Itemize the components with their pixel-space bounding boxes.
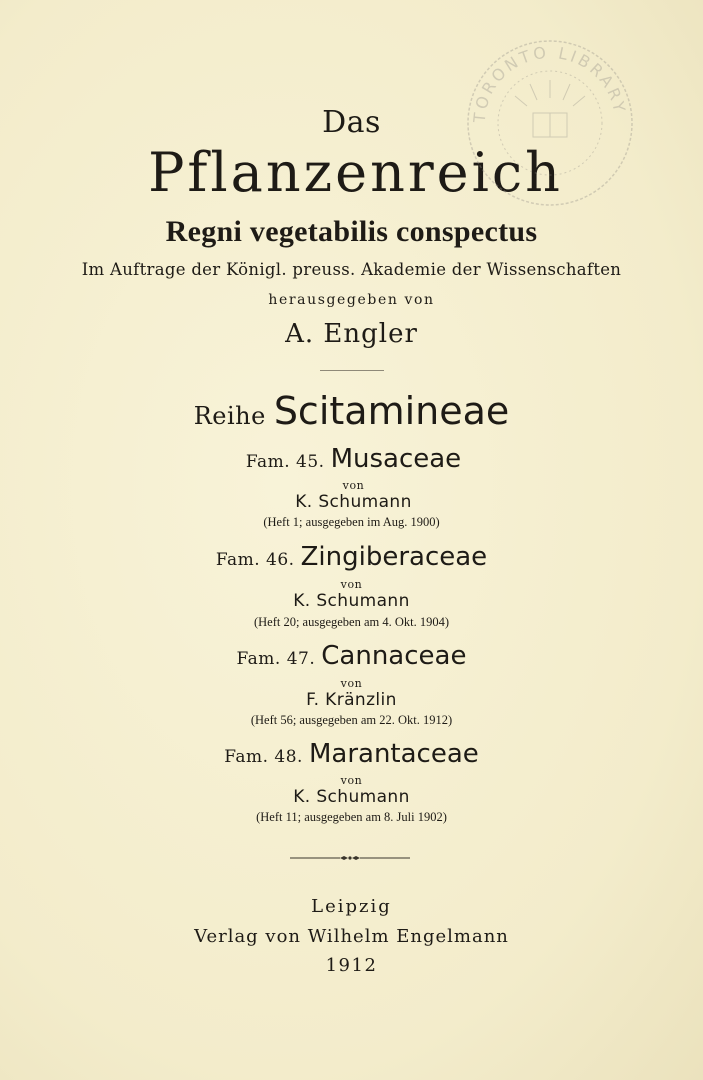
family-number: Fam. 46. <box>215 550 295 570</box>
family-author: K. Schumann <box>293 591 410 611</box>
series-name: Scitamineae <box>273 389 510 433</box>
family-name: Cannaceae <box>321 641 467 671</box>
family-heft: (Heft 56; ausgegeben am 22. Okt. 1912) <box>250 713 453 727</box>
family-von: von <box>340 677 363 690</box>
series-heading <box>0 389 703 433</box>
family-heft: (Heft 20; ausgegeben am 4. Okt. 1904) <box>253 615 450 629</box>
family-heading <box>0 544 703 570</box>
family-von: von <box>342 479 365 492</box>
subtitle: Regni vegetabilis conspectus <box>165 215 538 248</box>
family-author: F. Kränzlin <box>306 690 397 710</box>
divider-rule <box>320 370 384 371</box>
family-author: K. Schumann <box>293 787 410 807</box>
series-label: Reihe <box>193 402 266 430</box>
family-heading <box>0 643 703 669</box>
commission-line: Im Auftrage der Königl. preuss. Akademie der Wissenschaften <box>81 260 622 279</box>
edited-by-line: herausgegeben von <box>268 292 435 308</box>
library-stamp-icon <box>455 28 645 218</box>
family-name: Zingiberaceae <box>300 542 488 572</box>
family-name: Musaceae <box>330 444 462 474</box>
family-von: von <box>340 774 363 787</box>
family-name: Marantaceae <box>308 739 479 769</box>
imprint-year: 1912 <box>325 955 378 976</box>
family-heading <box>0 741 703 767</box>
family-number: Fam. 48. <box>224 747 303 767</box>
imprint-publisher: Verlag von Wilhelm Engelmann <box>194 926 509 947</box>
family-heading <box>2 446 703 472</box>
family-number: Fam. 45. <box>245 452 325 472</box>
main-title: Pflanzenreich <box>148 141 563 204</box>
family-author: K. Schumann <box>295 492 412 512</box>
editor-name: A. Engler <box>285 319 418 349</box>
family-heft: (Heft 11; ausgegeben am 8. Juli 1902) <box>256 810 447 824</box>
ornament-rule <box>290 851 410 865</box>
stamp-text: TORONTO LIBRARY <box>469 42 630 124</box>
imprint-place: Leipzig <box>311 896 392 917</box>
family-von: von <box>340 578 363 591</box>
family-number: Fam. 47. <box>236 649 316 669</box>
title-prefix: Das <box>322 105 381 140</box>
family-heft: (Heft 1; ausgegeben im Aug. 1900) <box>263 515 440 529</box>
